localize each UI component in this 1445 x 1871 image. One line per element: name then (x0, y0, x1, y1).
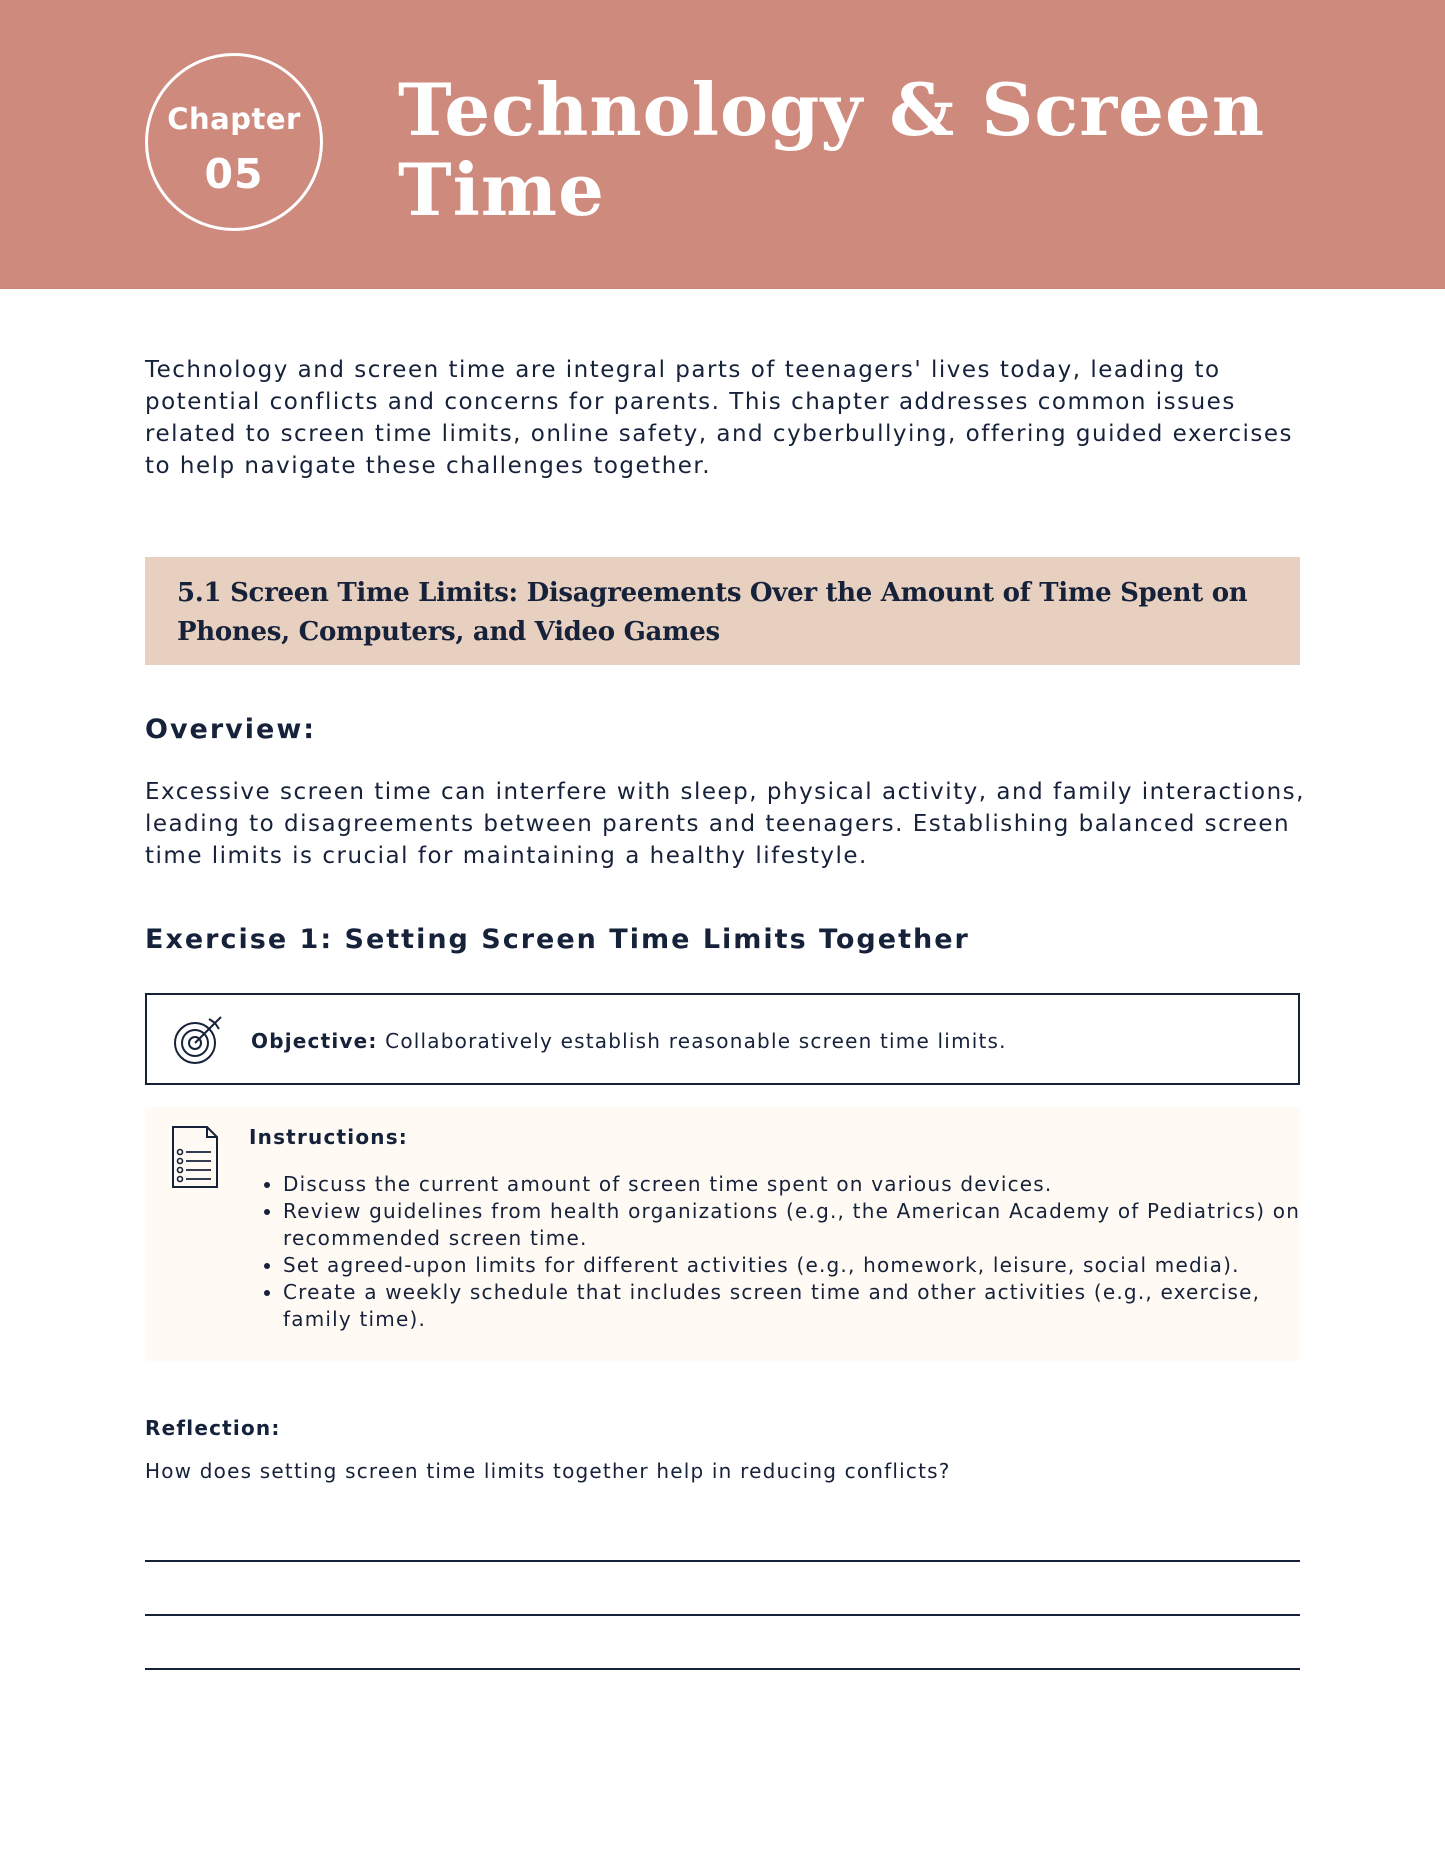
instructions-list (249, 1171, 1323, 1333)
reflection-heading: Reflection: (145, 1416, 281, 1440)
reflection-question: How does setting screen time limits together help in reducing conflicts? (145, 1459, 951, 1483)
objective-box (145, 993, 1300, 1085)
chapter-number: 05 (204, 150, 264, 198)
list-item: • Review guidelines from health organizations (e.g., the American Academy of Pediatrics) on recommended screen time. (283, 1198, 1323, 1252)
answer-line[interactable] (145, 1614, 1300, 1616)
answer-line[interactable] (145, 1560, 1300, 1562)
checklist-icon (171, 1125, 219, 1189)
chapter-header (0, 0, 1445, 289)
list-item: • Set agreed-upon limits for different activities (e.g., homework, leisure, social media). (283, 1252, 1323, 1279)
answer-line[interactable] (145, 1668, 1300, 1670)
target-icon (171, 1013, 225, 1067)
list-item: • Create a weekly schedule that includes screen time and other activities (e.g., exercise, family time). (283, 1279, 1323, 1333)
instructions-box (145, 1107, 1300, 1361)
objective-label: Objective: (251, 1029, 378, 1053)
intro-paragraph: Technology and screen time are integral parts of teenagers' lives today, leading to potential conflicts and concerns for parents. This chapter addresses common issues related to screen time limits, online safety, and cyberbullying, offering guided exercises to help navigate these challenges together. (145, 357, 1294, 479)
chapter-label: Chapter (167, 102, 301, 136)
overview-text: Excessive screen time can interfere with sleep, physical activity, and family interactions, leading to disagreements between parents and teenagers. Establishing balanced screen time limits is crucial for maintaining a healthy lifestyle. (145, 779, 1305, 869)
page-title: Technology & Screen Time (398, 67, 1266, 232)
objective-description: Collaboratively establish reasonable screen time limits. (385, 1029, 1007, 1053)
overview-heading: Overview: (145, 714, 317, 745)
objective-text (251, 1029, 1007, 1053)
section-title: 5.1 Screen Time Limits: Disagreements Over the Amount of Time Spent on Phones, Computers, and Video Games (177, 578, 1248, 647)
instructions-heading: Instructions: (249, 1125, 408, 1149)
chapter-badge (145, 53, 323, 231)
exercise-heading: Exercise 1: Setting Screen Time Limits Together (145, 924, 970, 955)
list-item: • Discuss the current amount of screen time spent on various devices. (283, 1171, 1323, 1198)
section-banner (145, 557, 1300, 665)
